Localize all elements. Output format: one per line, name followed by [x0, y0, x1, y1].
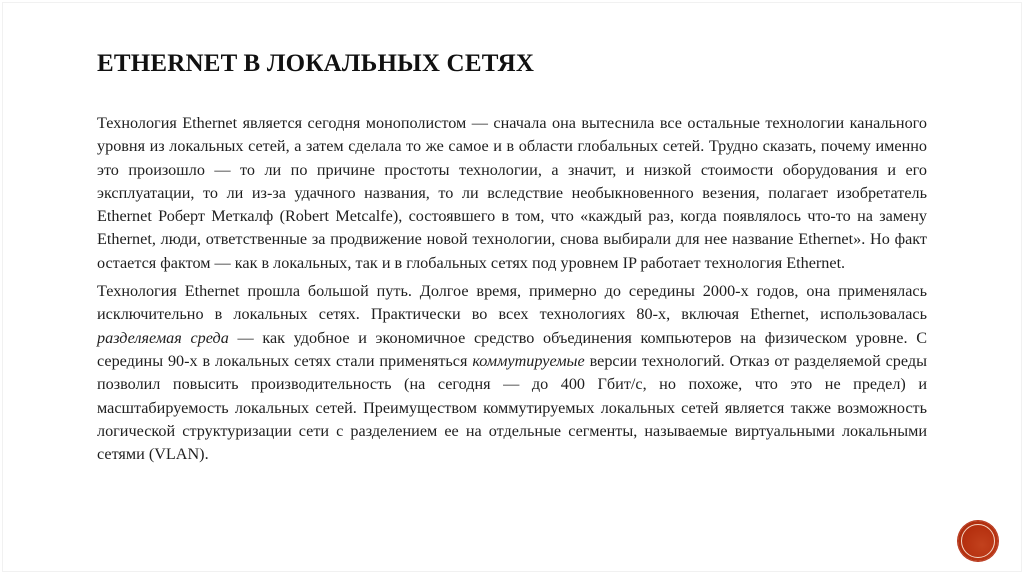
slide-body	[97, 112, 927, 466]
term-switched: коммутируемые	[472, 351, 585, 370]
term-shared-medium: разделяемая среда	[97, 328, 229, 347]
paragraph-2-text-b: — как удобное и экономичное средство объединения компьютеров на физическом уровне. С середины 90-х в локальных сетях стали применяться	[97, 328, 927, 370]
paragraph-2-text-c: версии технологий. Отказ от разделяемой среды позволил повысить производительность (на сегодня — до 400 Гбит/с, но похоже, что это не предел) и масштабируемость локальных сетей. Преимуществом коммутируемых локальных сетей является также возможность логической структуризации сети с разделением ее на отдельные сегменты, называемые виртуальными локальными сетями (VLAN).	[97, 351, 927, 464]
circle-bullet-icon	[958, 521, 998, 561]
paragraph-2-text-a: Технология Ethernet прошла большой путь. Долгое время, примерно до середины 2000-х годов, она применялась исключительно в локальных сетях. Практически во всех технологиях 80-х, включая Ethernet, использовалась	[97, 282, 927, 324]
paragraph-1	[97, 112, 927, 275]
slide-title: ETHERNET В ЛОКАЛЬНЫХ СЕТЯХ	[97, 50, 535, 77]
paragraph-2	[97, 280, 927, 466]
paragraph-1-text: Технология Ethernet является сегодня монополистом — сначала она вытеснила все остальные технологии канального уровня из локальных сетей, а затем сделала то же самое и в области глобальных сетей. Трудно сказать, почему именно это произошло — то ли по причине простоты технологии, а значит, и низкой стоимости оборудования и его эксплуатации, то ли из-за удачного названия, то ли вследствие необыкновенного везения, полагает изобретатель Ethernet Роберт Меткалф (Robert Metcalfe), состоявшего в том, что «каждый раз, когда появлялось что-то на замену Ethernet, люди, ответственные за продвижение новой технологии, снова выбирали для нее название Ethernet». Но факт остается фактом — как в локальных, так и в глобальных сетях под уровнем IP работает технология Ethernet.	[97, 114, 927, 272]
